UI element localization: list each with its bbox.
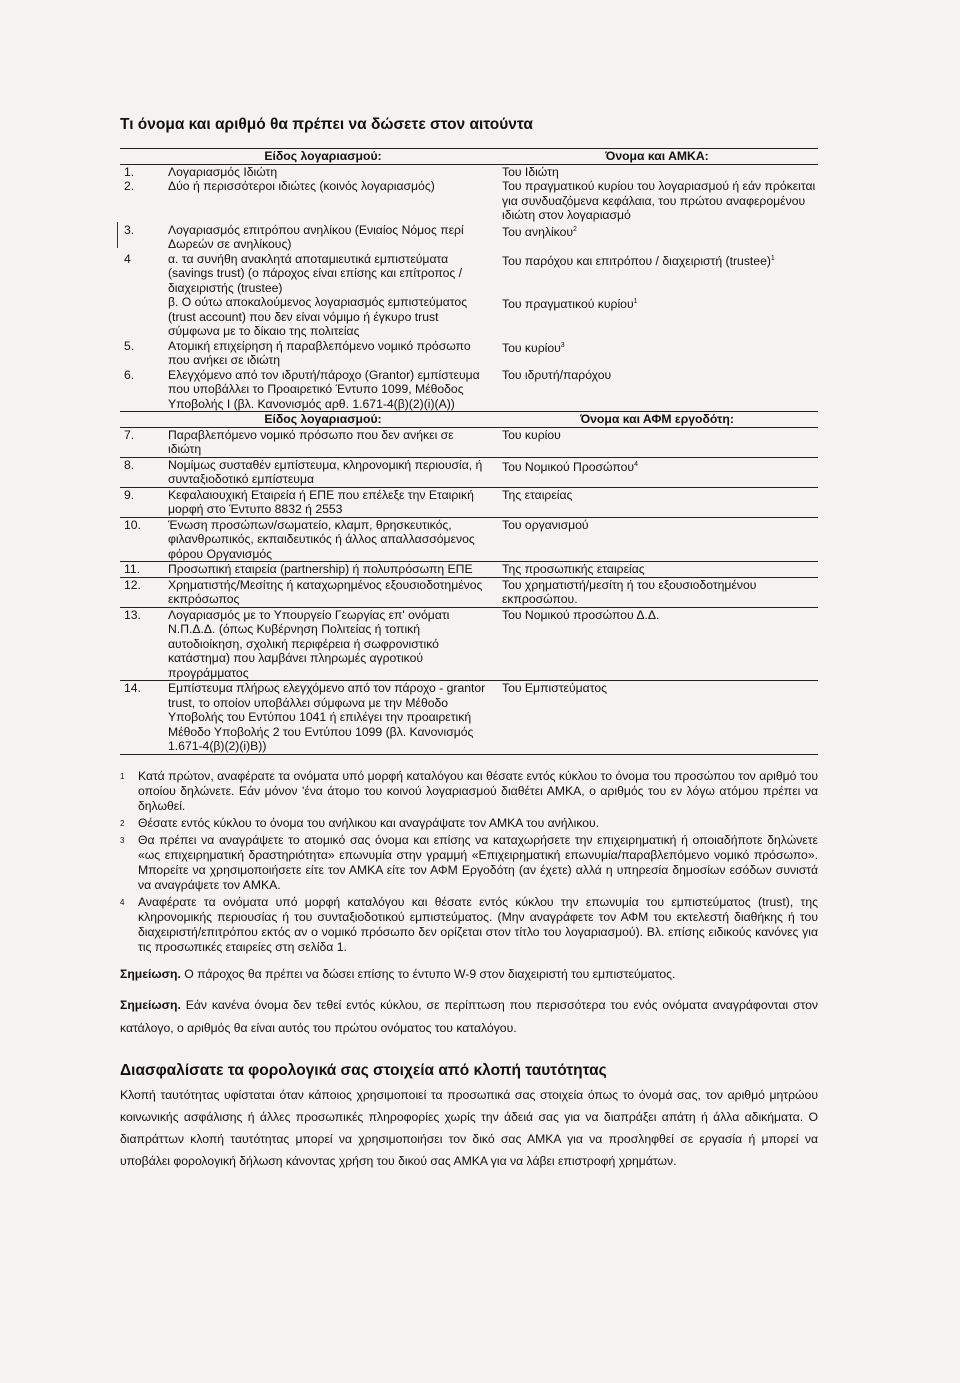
name-to-give-cell [496,252,818,296]
name-to-give-cell [496,368,818,412]
row-number: 11. [120,562,168,578]
name-to-give-cell [496,223,818,252]
table-row [120,223,818,252]
name-to-give-cell [496,164,818,179]
account-type-cell: Ένωση προσώπων/σωματείο, κλαμπ, θρησκευτικός, φιλανθρωπικός, εκπαιδευτικός ή άλλος απαλλασσόμενος φόρου Οργανισμός [168,517,496,562]
footnote-mark: 2 [120,818,125,828]
column-header-account-type: Είδος λογαριασμού: [120,149,496,165]
identity-theft-heading: Διασφαλίσατε τα φορολογικά σας στοιχεία από κλοπή ταυτότητας [120,1061,607,1079]
name-to-give-text: Του Νομικού προσώπου Δ.Δ. [502,607,660,622]
row-number: 13. [120,607,168,681]
footnote-mark: 1 [120,771,125,781]
row-number [120,295,168,339]
name-to-give-text: Του Νομικού Προσώπου [502,459,635,474]
table-row [120,179,818,223]
name-to-give-cell [496,339,818,368]
name-to-give-cell [496,487,818,517]
row-number: 4 [124,251,131,266]
account-type-cell: Λογαριασμός Ιδιώτη [168,164,278,179]
footnote [120,769,818,814]
account-type-cell: Παραβλεπόμενο νομικό πρόσωπο που δεν ανήκει σε ιδιώτη [168,427,496,457]
name-to-give-text: Του χρηματιστή/μεσίτη ή του εξουσιοδοτημένου εκπροσώπου. [502,577,757,606]
table-row [120,457,818,487]
row-number: 8. [120,457,168,487]
account-type-cell: Προσωπική εταιρεία (partnership) ή πολυπρόσωπη ΕΠΕ [168,562,496,578]
footnote-ref: 1 [633,298,638,305]
row-number: 7. [120,427,168,457]
table-row [120,339,818,368]
footnote-ref: 4 [634,460,638,468]
account-type-cell: Ελεγχόμενο από τον ιδρυτή/πάροχο (Grantor) εμπίστευμα που υποβάλλει το Προαιρετικό Έντυπο 1099, Μέθοδος Υποβολής Ι (βλ. Κανονισμός αρθ. 1.671-4(β)(2)(i)(A)) [168,367,480,411]
account-type-cell: Ατομική επιχείρηση ή παραβλεπόμενο νομικό πρόσωπο που ανήκει σε ιδιώτη [168,338,471,367]
table-row [120,252,818,296]
row-number: 3. [124,222,135,237]
row-number: 5. [124,338,135,353]
name-to-give-cell [496,295,818,339]
name-to-give-text: Του κυρίου [502,427,561,442]
name-to-give-text: Του οργανισμού [502,517,589,532]
account-type-cell: Κεφαλαιουχική Εταιρεία ή ΕΠΕ που επέλεξε την Εταιρική μορφή στο Έντυπο 8832 ή 2553 [168,487,496,517]
account-type-cell: Εμπίστευμα πλήρως ελεγχόμενο από τον πάροχο - grantor trust, το οποίον υποβάλλει σύμφωνα με την Μέθοδο Υποβολής του Εντύπου 1041 ή επιλέγει την προαιρετική Μέθοδο Υποβολής 2 του Εντύπου 1099 (βλ. Κανονισμός 1.671-4(β)(2)(i)B)) [168,681,496,755]
name-to-give-text: Του παρόχου και επιτρόπου / διαχειριστή (trustee) [502,253,771,268]
name-to-give-cell [496,681,818,755]
footnote [120,833,818,893]
note-label: Σημείωση. [120,997,181,1012]
account-type-cell: Λογαριασμός με το Υπουργείο Γεωργίας επ' ονόματι Ν.Π.Δ.Δ. (όπως Κυβέρνηση Πολιτείας ή τοπική αυτοδιοίκηση, σχολική περιφέρεια ή σωφρονιστικό κατάστημα) που λαμβάνει πληρωμές αγροτικού προγράμματος [168,607,496,681]
footnotes [120,769,818,955]
footnote-text: Θέσατε εντός κύκλου το όνομα του ανήλικου και αναγράψατε τον ΑΜΚΑ του ανήλικου. [138,815,600,830]
table-row [120,681,818,755]
name-to-give-text: Του κυρίου [502,340,561,355]
note-text: Ο πάροχος θα πρέπει να δώσει επίσης το έντυπο W-9 στον διαχειριστή του εμπιστεύματος. [180,966,676,981]
row-number: 2. [124,179,135,193]
note-paragraph [120,994,818,1040]
page-title: Τι όνομα και αριθμό θα πρέπει να δώσετε στον αιτούντα [120,116,533,133]
footnote-ref: 2 [573,225,577,233]
account-type-cell: Νομίμως συσταθέν εμπίστευμα, κληρονομική περιουσία, ή συνταξιοδοτικό εμπίστευμα [168,457,496,487]
table-row [120,517,818,562]
account-type-table [120,148,818,755]
table-row [120,295,818,339]
notes-block [120,963,840,1040]
account-type-cell: Χρηματιστής/Μεσίτης ή καταχωρημένος εξουσιοδοτημένος εκπρόσωπος [168,577,496,607]
account-type-cell: β. Ο ούτω αποκαλούμενος λογαριασμός εμπιστεύματος (trust account) που δεν είναι νόμιμο ή έγκυρο trust σύμφωνα με το δίκαιο της πολιτείας [168,295,468,338]
column-header-name-number: Όνομα και ΑΦΜ εργοδότη: [496,412,818,428]
name-to-give-cell [496,607,818,681]
table-row [120,607,818,681]
document-page [120,116,840,1172]
footnote [120,895,818,955]
scan-margin-mark [117,222,118,248]
account-type-cell: Λογαριασμός επιτρόπου ανηλίκου (Ενιαίος Νόμος περί Δωρεών σε ανηλίκους) [168,222,464,251]
row-number: 12. [120,577,168,607]
table-row [120,368,818,412]
name-to-give-text: Του πραγματικού κυρίου [502,297,634,312]
row-number: 6. [124,367,135,382]
table-row [120,562,818,578]
note-text: Εάν κανένα όνομα δεν τεθεί εντός κύκλου, σε περίπτωση που περισσότερα του ενός ονόματα αναγράφονται στον κατάλογο, ο αριθμός θα είναι αυτός του πρώτου ονόματος του καταλόγου. [120,997,818,1035]
name-to-give-cell [496,427,818,457]
name-to-give-text: Της προσωπικής εταιρείας [502,562,645,576]
column-header-name-number: Όνομα και ΑΜΚΑ: [496,149,818,165]
name-to-give-cell [496,179,818,223]
footnote-text: Αναφέρατε τα ονόματα υπό μορφή καταλόγου και θέσατε εντός κύκλου την επωνυμία του εμπιστεύματος (trust), της κληρονομικής περιουσίας ή του συνταξιοδοτικού εμπιστεύματος. (Μην αναγράφετε τον ΑΦΜ του εκτελεστή διαθήκης ή του διαχειριστή/επιτρόπου εκτός αν ο νομικό πρόσωπο δεν ορίζεται στον τίτλο του λογαριασμού). Βλ. επίσης ειδικούς κανόνες για τις προσωπικές εταιρείες στη σελίδα 1. [138,894,818,954]
footnote-text: Κατά πρώτον, αναφέρατε τα ονόματα υπό μορφή καταλόγου και θέσατε εντός κύκλου το όνομα του προσώπου τον αριθμό του οποίου δηλώνετε. Εάν μόνον 'ένα άτομο του κοινού λογαριασμού διαθέτει ΑΜΚΑ, ο αριθμός του εν λόγω ατόμου πρέπει να δηλωθεί. [138,768,818,813]
table-header-entity [120,412,818,428]
name-to-give-text: Του Ιδιώτη [502,164,559,179]
row-number: 14. [120,681,168,755]
footnote-ref: 3 [560,341,565,349]
name-to-give-cell [496,457,818,487]
account-type-cell: Δύο ή περισσότεροι ιδιώτες (κοινός λογαριασμός) [168,179,435,193]
name-to-give-cell [496,577,818,607]
note-label: Σημείωση. [120,966,181,981]
table-row [120,164,818,179]
name-to-give-cell [496,517,818,562]
name-to-give-text: Του ιδρυτή/παρόχου [502,367,612,382]
footnote-text: Θα πρέπει να αναγράψετε το ατομικό σας όνομα και επίσης να καταχωρήσετε την επιχειρηματική ή οποιαδήποτε δηλώνετε «ως επιχειρηματική δραστηριότητα» επωνυμία στην γραμμή «Επιχειρηματική επωνυμία/παραβλεπόμενο νομικό πρόσωπο». Μπορείτε να χρησιμοποιήσετε είτε τον ΑΜΚΑ είτε τον ΑΦΜ Εργοδότη (αν έχετε) αλλά η υπηρεσία δημοσίων εσόδων συνιστά να αναγράψετε τον ΑΜΚΑ. [138,832,818,892]
name-to-give-text: Του πραγματικού κυρίου του λογαριασμού ή εάν πρόκειται για συνδυαζόμενα κεφάλαια, του πρώτου αναφερομένου ιδιώτη στον λογαριασμό [502,179,816,222]
name-to-give-text: Του ανηλίκου [502,224,574,239]
footnote [120,816,818,831]
column-header-account-type: Είδος λογαριασμού: [120,412,496,428]
row-number: 9. [120,487,168,517]
account-type-cell: α. τα συνήθη ανακλητά αποταμιευτικά εμπιστεύματα (savings trust) (ο πάροχος είναι επίσης και επίτροπος / διαχειριστής (trustee) [168,251,463,295]
name-to-give-text: Της εταιρείας [502,487,573,502]
table-row [120,487,818,517]
table-header-individual [120,149,818,165]
table-row [120,427,818,457]
footnote-mark: 4 [120,897,125,907]
footnote-mark: 3 [120,835,125,845]
name-to-give-cell [496,562,818,578]
footnote-ref: 1 [770,254,775,262]
row-number: 10. [120,517,168,562]
name-to-give-text: Του Εμπιστεύματος [502,681,607,695]
row-number: 1. [124,164,135,179]
identity-theft-body: Κλοπή ταυτότητας υφίσταται όταν κάποιος χρησιμοποιεί τα προσωπικά σας στοιχεία όπως το όνομά σας, τον αριθμό μητρώου κοινωνικής ασφάλισης ή άλλες προσωπικές πληροφορίες χωρίς την άδειά σας για να διαπράξει απάτη ή άλλα αδικήματα. Ο διαπράττων κλοπή ταυτότητας μπορεί να χρησιμοποιήσει τον δικό σας ΑΜΚΑ για να προσληφθεί σε εργασία ή μπορεί να υποβάλει φορολογική δήλωση κάνοντας χρήση του δικού σας ΑΜΚΑ για να λάβει επιστροφή χρημάτων. [120,1087,818,1168]
table-row [120,577,818,607]
note-paragraph [120,963,818,986]
